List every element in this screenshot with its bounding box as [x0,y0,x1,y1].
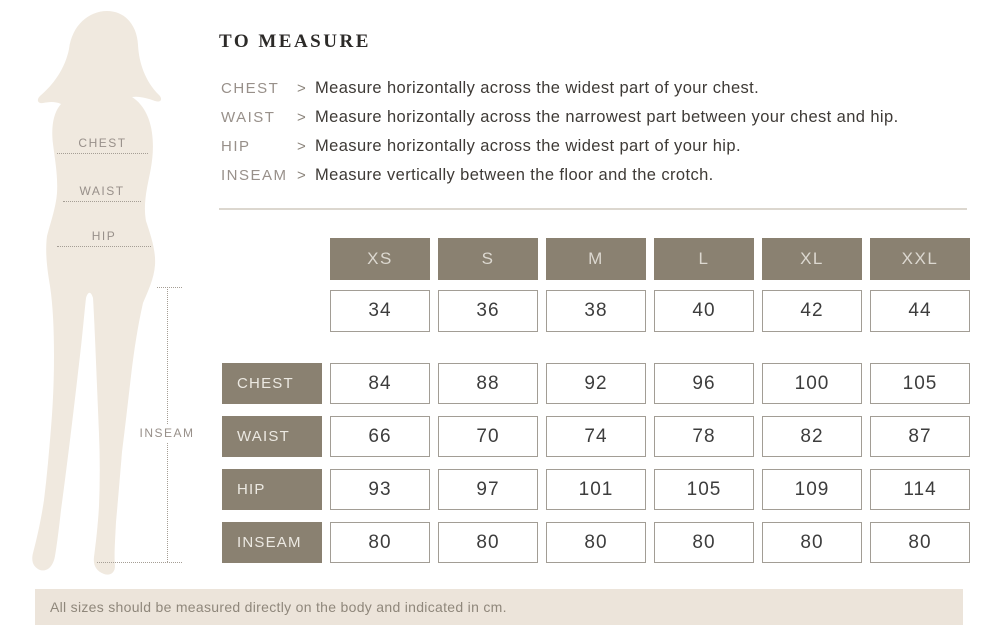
measurement-row-inseam [222,522,970,563]
size-number-cell: 38 [546,290,646,332]
measurement-cell: 100 [762,363,862,404]
chevron-separator-icon: > [297,138,306,155]
row-label-waist: WAIST [222,416,322,457]
size-number-cell: 34 [330,290,430,332]
instruction-label: INSEAM [221,167,288,184]
measurement-row-chest [222,363,970,404]
table-corner-spacer [222,290,322,332]
measurement-cell: 114 [870,469,970,510]
measurement-row-waist [222,416,970,457]
table-corner-spacer [222,238,322,280]
measurement-cell: 84 [330,363,430,404]
instruction-row-hip [221,132,991,161]
measurement-row-hip [222,469,970,510]
measurement-cell: 80 [762,522,862,563]
instruction-label: CHEST [221,80,280,97]
size-number-cell: 36 [438,290,538,332]
measurement-cell: 97 [438,469,538,510]
measurement-cell: 92 [546,363,646,404]
row-label-chest: CHEST [222,363,322,404]
body-silhouette-image [0,0,220,580]
size-number-row [222,290,970,332]
inseam-line-bottom-tick [97,562,182,563]
figure-chest-label: CHEST [57,136,148,154]
size-header-s: S [438,238,538,280]
instruction-row-waist [221,103,991,132]
body-silhouette-shape [32,11,161,575]
row-label-hip: HIP [222,469,322,510]
instruction-row-inseam [221,161,991,190]
figure-waist-label: WAIST [63,184,141,202]
size-number-cell: 44 [870,290,970,332]
page-title: TO MEASURE [219,31,371,52]
measurement-cell: 105 [870,363,970,404]
measurement-cell: 87 [870,416,970,457]
figure-hip-label: HIP [57,229,151,247]
instruction-text: Measure horizontally across the narrowest part between your chest and hip. [315,108,899,126]
measurement-cell: 80 [870,522,970,563]
measurement-cell: 80 [330,522,430,563]
measurement-cell: 88 [438,363,538,404]
measurement-cell: 101 [546,469,646,510]
measurement-cell: 80 [546,522,646,563]
size-header-xl: XL [762,238,862,280]
measurement-cell: 80 [654,522,754,563]
measurement-cell: 82 [762,416,862,457]
instruction-label: WAIST [221,109,276,126]
figure-inseam-label: INSEAM [133,424,201,442]
instruction-text: Measure horizontally across the widest part of your hip. [315,137,741,155]
instruction-row-chest [221,74,991,103]
size-header-l: L [654,238,754,280]
size-header-m: M [546,238,646,280]
chevron-separator-icon: > [297,109,306,126]
measurement-cell: 105 [654,469,754,510]
section-divider [219,208,967,210]
measurement-cell: 74 [546,416,646,457]
footer-note-text: All sizes should be measured directly on the body and indicated in cm. [50,599,507,615]
measurement-cell: 66 [330,416,430,457]
size-number-cell: 40 [654,290,754,332]
instruction-text: Measure horizontally across the widest part of your chest. [315,79,760,97]
measurement-cell: 80 [438,522,538,563]
inseam-line-top-tick [157,287,182,288]
measurement-cell: 109 [762,469,862,510]
chevron-separator-icon: > [297,167,306,184]
measurement-cell: 70 [438,416,538,457]
footer-note-bar [35,589,963,625]
row-label-inseam: INSEAM [222,522,322,563]
chevron-separator-icon: > [297,80,306,97]
measurement-cell: 93 [330,469,430,510]
size-header-xxl: XXL [870,238,970,280]
size-header-row [222,238,970,280]
size-header-xs: XS [330,238,430,280]
measurement-cell: 78 [654,416,754,457]
instruction-label: HIP [221,138,251,155]
measurement-cell: 96 [654,363,754,404]
size-number-cell: 42 [762,290,862,332]
instruction-text: Measure vertically between the floor and the crotch. [315,166,714,184]
measure-instructions [221,74,991,190]
